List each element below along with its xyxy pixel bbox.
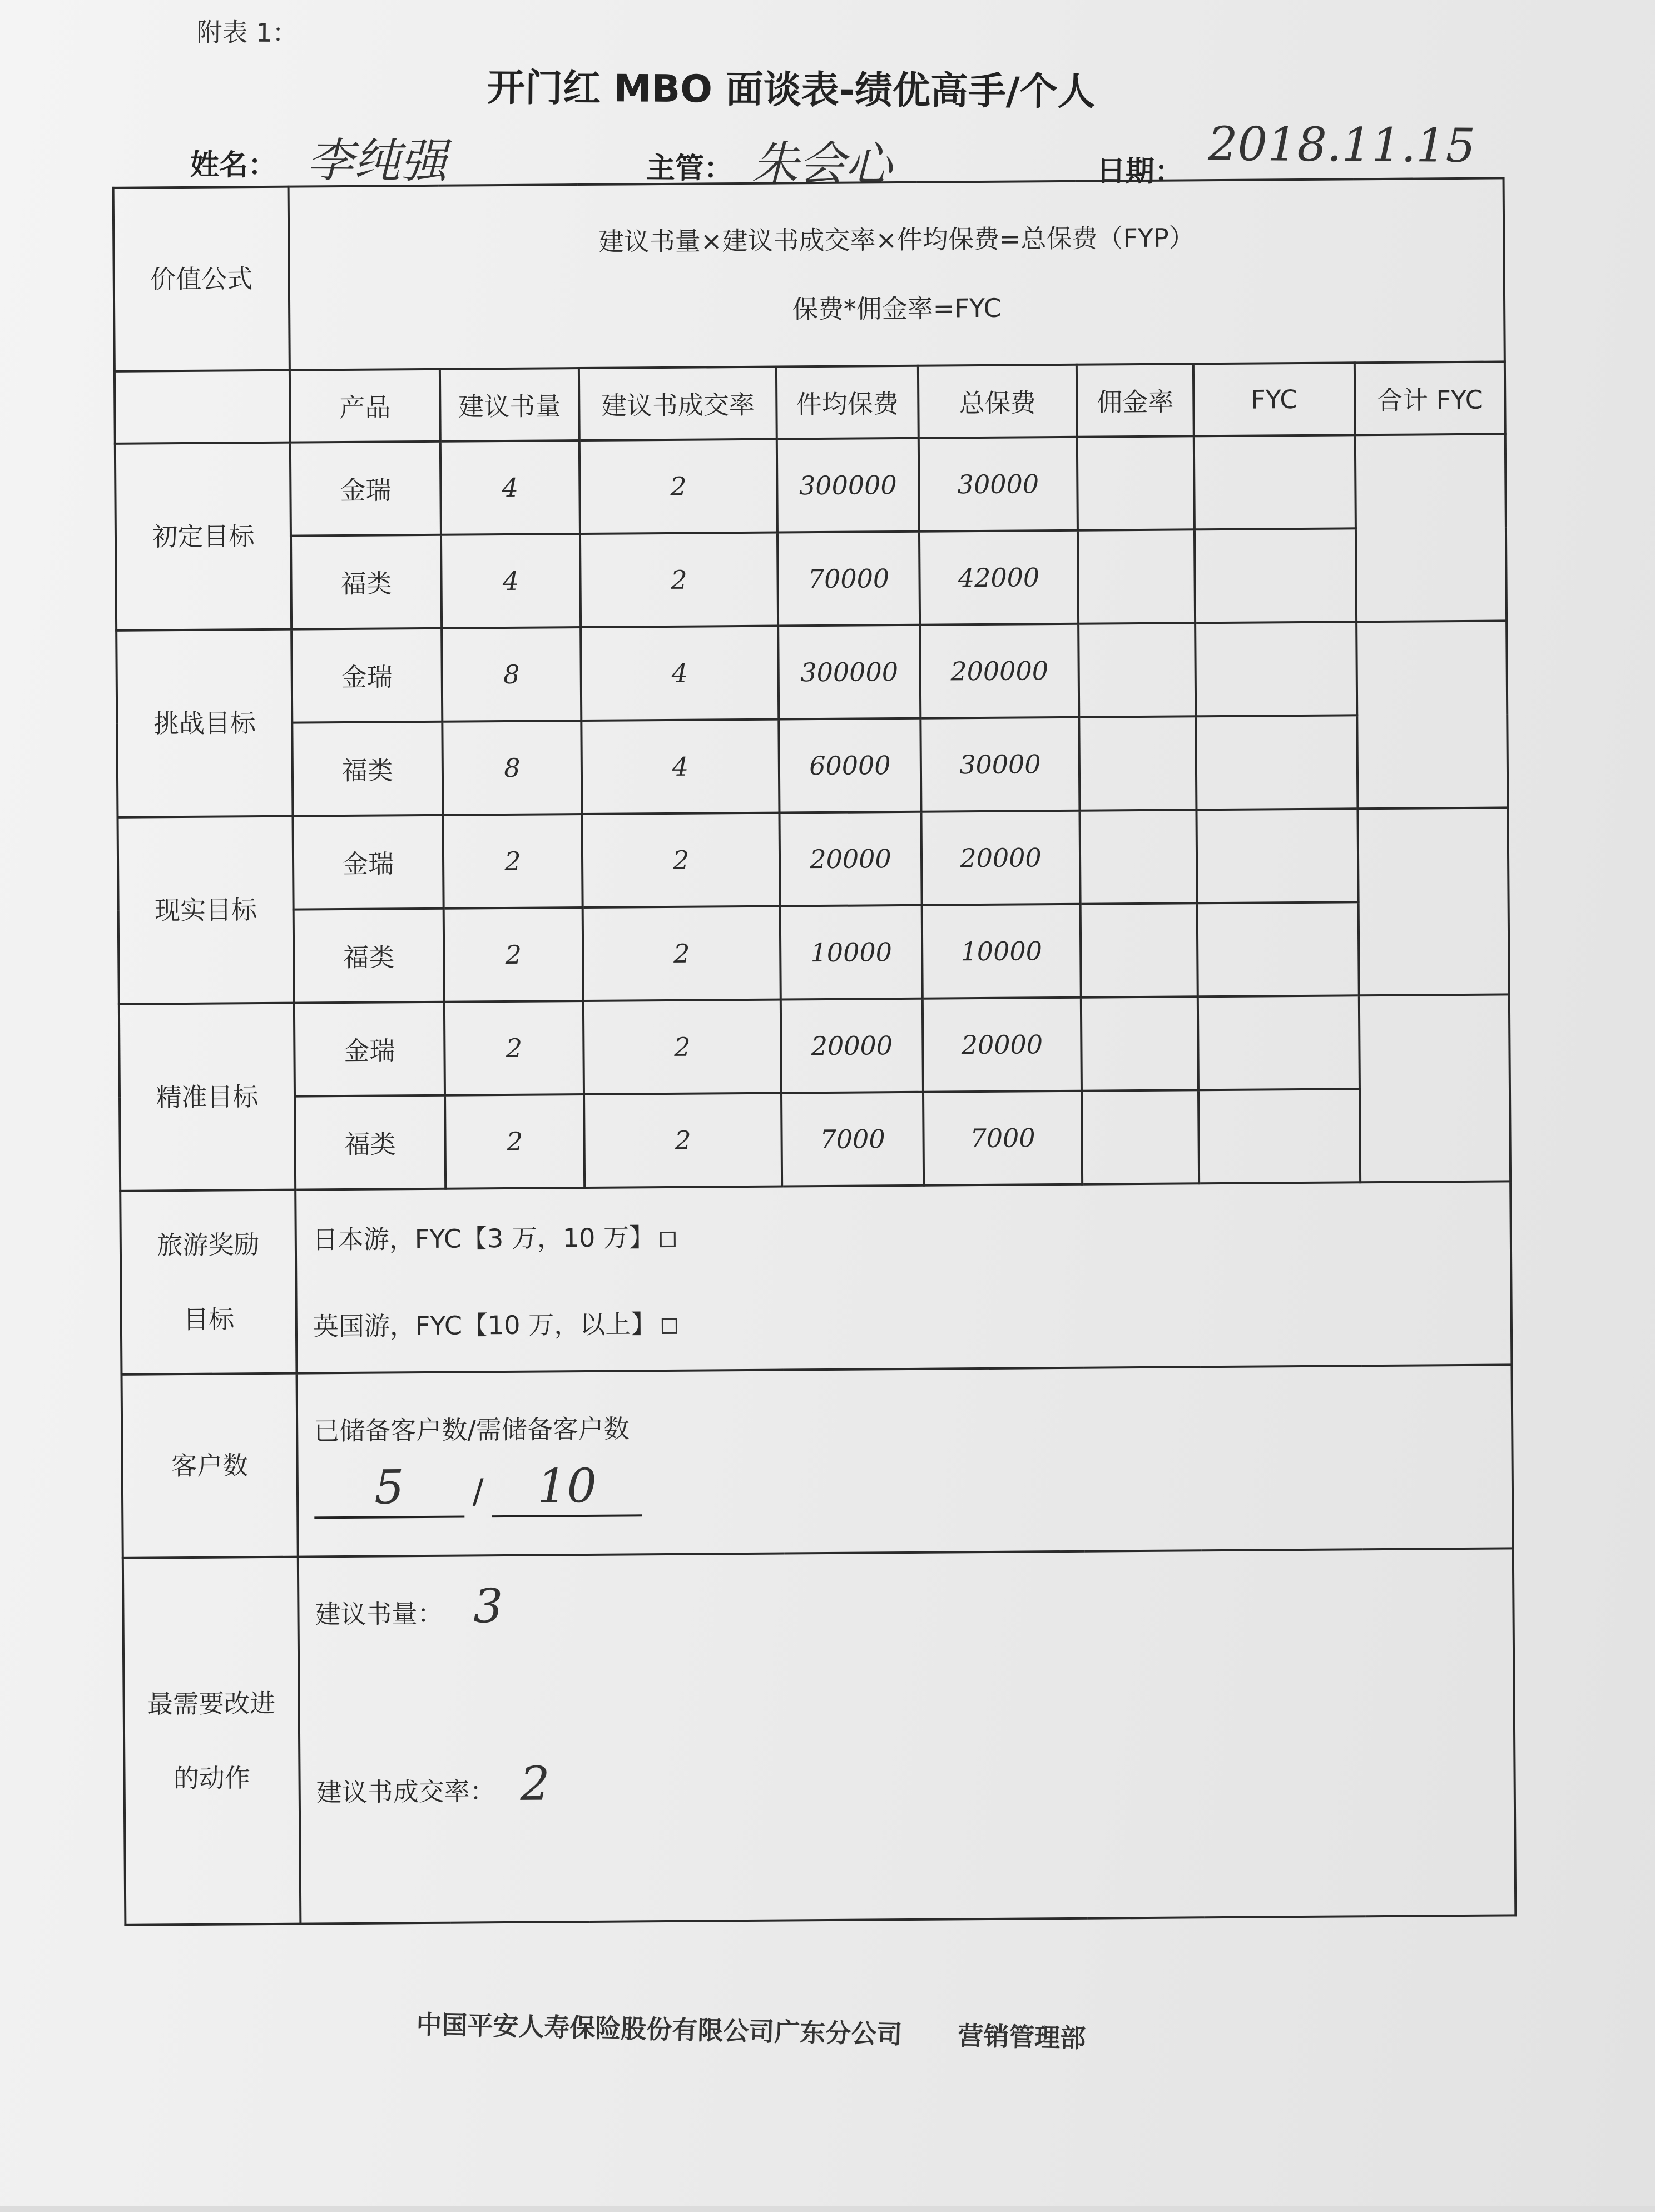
col-header-fyc: FYC [1193,363,1355,436]
avg-premium-cell[interactable]: 20000 [779,812,921,906]
product-cell: 福类 [294,909,444,1003]
improve-label-line1: 最需要改进 [147,1688,276,1719]
mbo-form-table [112,177,1517,1926]
col-header-total-premium: 总保费 [918,365,1077,438]
fyc-cell[interactable] [1194,435,1356,529]
improve-item2-label: 建议书成交率： [316,1776,495,1808]
fyc-cell[interactable] [1197,902,1359,996]
value-formula-label: 价值公式 [113,187,290,371]
travel-option-uk: 英国游，FYC【10 万，以上】 [313,1309,657,1342]
fyc-cell[interactable] [1198,995,1360,1090]
total-fyc-cell[interactable] [1359,994,1510,1182]
travel-label [120,1190,296,1375]
avg-premium-cell[interactable]: 300000 [778,625,920,720]
close-rate-cell[interactable]: 2 [580,533,778,627]
col-header-commission-rate: 佣金率 [1077,364,1194,437]
total-fyc-cell[interactable] [1356,621,1508,809]
col-header-close-rate: 建议书成交率 [579,367,777,440]
target-label: 初定目标 [115,443,291,631]
total-premium-cell[interactable]: 30000 [920,717,1079,812]
col-header-product: 产品 [290,369,440,443]
customer-separator: / [472,1472,484,1511]
target-label: 挑战目标 [116,629,293,817]
stored-customers-field[interactable]: 5 [314,1464,465,1519]
avg-premium-cell[interactable]: 60000 [779,718,921,813]
col-header-proposal-count: 建议书量 [440,368,579,442]
target-row [116,527,1507,630]
travel-option-japan: 日本游，FYC【3 万，10 万】 [312,1222,655,1255]
product-cell: 福类 [295,1095,445,1190]
commission-rate-cell[interactable] [1077,436,1195,530]
product-cell: 金瑞 [290,442,441,536]
name-label: 姓名： [190,148,278,182]
fyc-cell[interactable] [1195,528,1356,623]
commission-rate-cell[interactable] [1079,810,1197,904]
target-row [118,901,1509,1004]
value-formula-cell [289,178,1505,370]
customer-prompt: 已储备客户数/需储备客户数 [314,1414,630,1446]
target-label: 精准目标 [119,1003,295,1191]
close-rate-cell[interactable]: 2 [579,439,777,534]
avg-premium-cell[interactable]: 70000 [777,532,920,626]
fyc-cell[interactable] [1195,622,1357,716]
avg-premium-cell[interactable]: 10000 [780,905,923,1000]
travel-label-line1: 旅游奖励 [157,1229,260,1260]
customer-cell [296,1365,1513,1556]
total-premium-cell[interactable]: 20000 [923,998,1082,1092]
corner-cell [115,370,290,444]
fyc-cell[interactable] [1196,715,1357,810]
avg-premium-cell[interactable]: 20000 [781,999,923,1093]
commission-rate-cell[interactable] [1082,1090,1199,1184]
total-fyc-cell[interactable] [1355,434,1507,622]
customer-row [121,1365,1513,1558]
improve-item1-label: 建议书量： [315,1598,443,1630]
product-cell: 福类 [292,722,443,816]
form-title: 开门红 MBO 面谈表-绩优高手/个人 [487,66,1096,115]
total-premium-cell[interactable]: 7000 [923,1091,1082,1186]
proposal-count-cell[interactable]: 2 [443,814,582,909]
annex-label: 附表 1： [196,17,298,48]
fyc-cell[interactable] [1196,809,1358,903]
checkbox-uk[interactable] [662,1318,677,1333]
close-rate-cell[interactable]: 2 [582,813,780,907]
proposal-count-cell[interactable]: 8 [442,721,582,815]
column-header-row [115,361,1505,443]
proposal-count-cell[interactable]: 4 [440,440,580,535]
product-cell: 福类 [291,535,442,629]
improve-row [123,1548,1516,1925]
value-formula-row [113,178,1505,371]
close-rate-cell[interactable]: 4 [581,626,779,721]
formula-fyc: 保费*佣金率=FYC [792,292,1002,325]
travel-label-line2: 目标 [183,1304,235,1335]
name-value: 李纯强 [306,133,448,189]
commission-rate-cell[interactable] [1078,529,1195,623]
close-rate-cell[interactable]: 2 [583,906,781,1001]
total-fyc-cell[interactable] [1357,807,1509,995]
avg-premium-cell[interactable]: 7000 [781,1092,924,1187]
total-premium-cell[interactable]: 30000 [919,437,1078,532]
commission-rate-cell[interactable] [1081,996,1198,1090]
improve-item1-value[interactable]: 3 [473,1579,503,1634]
manager-label: 主管： [646,151,734,186]
footer-dept: 营销管理部 [957,2020,1086,2054]
total-premium-cell[interactable]: 200000 [920,624,1079,718]
target-row [119,994,1510,1097]
total-premium-cell[interactable]: 10000 [922,904,1081,999]
close-rate-cell[interactable]: 4 [581,720,779,814]
fyc-cell[interactable] [1198,1089,1360,1183]
close-rate-cell[interactable]: 2 [583,1000,781,1094]
total-premium-cell[interactable]: 20000 [921,811,1080,905]
product-cell: 金瑞 [291,628,442,723]
target-row [120,1088,1510,1191]
target-row [115,434,1506,537]
commission-rate-cell[interactable] [1081,903,1198,997]
date-label: 日期： [1096,155,1184,189]
proposal-count-cell[interactable]: 2 [445,1094,584,1189]
proposal-count-cell[interactable]: 8 [442,627,581,722]
col-header-avg-premium: 件均保费 [776,366,919,439]
target-row [116,621,1507,723]
travel-row [120,1181,1512,1374]
commission-rate-cell[interactable] [1079,716,1196,810]
proposal-count-cell[interactable]: 2 [444,907,583,1002]
improve-cell [298,1548,1516,1923]
manager-value: 朱会心 [751,136,893,192]
target-label: 现实目标 [118,816,294,1004]
travel-options [295,1181,1512,1373]
avg-premium-cell[interactable]: 300000 [777,438,919,533]
target-row [118,807,1509,910]
date-value: 2018.11.15 [1207,116,1476,173]
product-cell: 金瑞 [293,815,443,910]
product-cell: 金瑞 [294,1002,445,1097]
commission-rate-cell[interactable] [1078,623,1196,717]
checkbox-japan[interactable] [660,1231,676,1247]
col-header-total-fyc: 合计 FYC [1355,361,1505,435]
footer [416,2004,1086,2055]
proposal-count-cell[interactable]: 2 [444,1001,584,1095]
needed-customers-field[interactable]: 10 [492,1462,642,1517]
improve-label-line2: 的动作 [173,1763,251,1794]
improve-label [123,1557,301,1925]
improve-item2-value[interactable]: 2 [519,1756,551,1811]
total-premium-cell[interactable]: 42000 [919,530,1078,625]
target-row [117,714,1508,817]
customer-label: 客户数 [121,1373,298,1558]
close-rate-cell[interactable]: 2 [584,1093,782,1188]
proposal-count-cell[interactable]: 4 [441,534,581,628]
formula-fyp: 建议书量×建议书成交率×件均保费=总保费（FYP） [598,222,1195,257]
footer-company: 中国平安人寿保险股份有限公司广东分公司 [415,2009,903,2050]
